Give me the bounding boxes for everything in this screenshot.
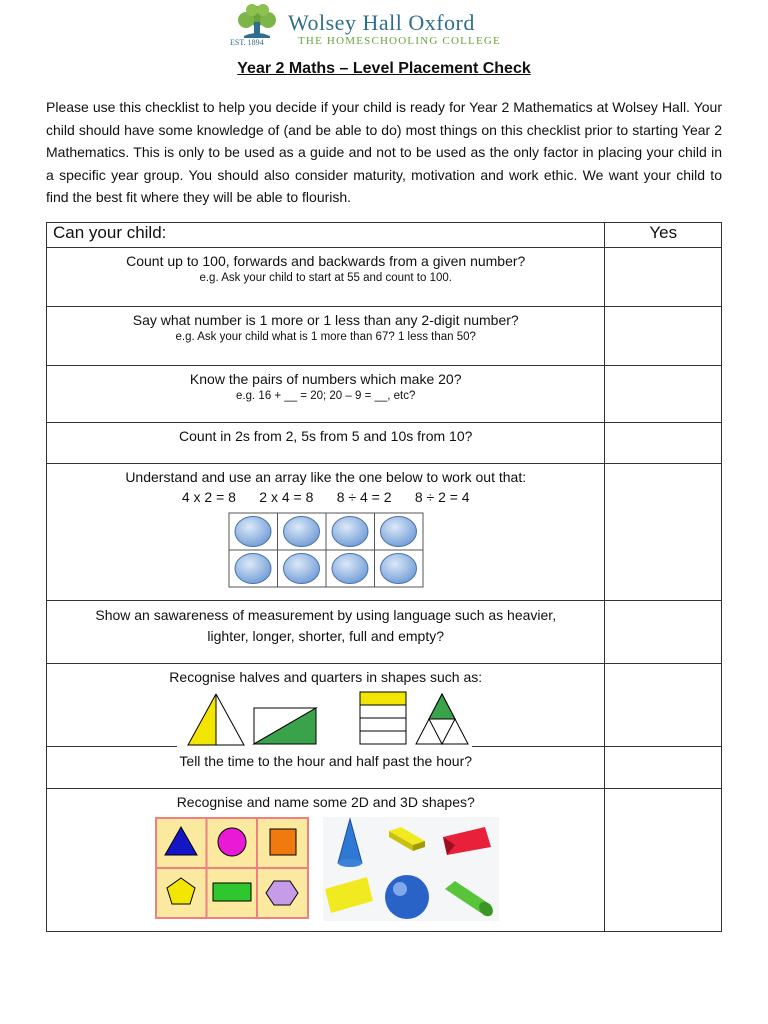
row-divider-right: [472, 746, 604, 747]
shapes-2d-3d: [155, 817, 499, 921]
sphere-shape: [385, 875, 429, 919]
logo-name: Wolsey Hall Oxford: [288, 10, 475, 35]
logo-tagline: THE HOMESCHOOLING COLLEGE: [298, 35, 501, 47]
question-cell: [47, 248, 605, 307]
yes-cell[interactable]: [605, 248, 722, 307]
yes-cell[interactable]: [605, 366, 722, 423]
table-row: [47, 366, 722, 423]
array-dot: [332, 554, 368, 584]
header-question: Can your child:: [47, 223, 605, 248]
yes-cell[interactable]: [605, 307, 722, 366]
question-cell: [47, 789, 605, 932]
question-text: Count in 2s from 2, 5s from 5 and 10s from 10?: [179, 428, 473, 444]
array-dot: [332, 517, 368, 547]
example-text: e.g. Ask your child what is 1 more than 67? 1 less than 50?: [175, 331, 476, 343]
array-dot: [283, 554, 319, 584]
header-yes: Yes: [605, 223, 722, 248]
row-divider-left: [47, 746, 177, 747]
example-text: e.g. Ask your child to start at 55 and count to 100.: [199, 272, 452, 284]
table-row: [47, 664, 722, 789]
yes-cell[interactable]: [605, 664, 722, 789]
question-cell: [47, 423, 605, 464]
yes-cell[interactable]: [605, 601, 722, 664]
question-cell: [47, 664, 605, 789]
table-row: [47, 464, 722, 601]
question-text: Know the pairs of numbers which make 20?: [189, 371, 462, 387]
array-dot: [380, 517, 416, 547]
yes-cell[interactable]: [605, 464, 722, 601]
table-header: [47, 223, 722, 248]
array-equations: 4 x 2 = 8 2 x 4 = 8 8 ÷ 4 = 2 8 ÷ 2 = 4: [181, 489, 470, 505]
table-row: [47, 601, 722, 664]
question-cell: [47, 464, 605, 601]
table-row: [47, 248, 722, 307]
table-row: [47, 307, 722, 366]
wolsey-hall-logo: [230, 4, 550, 50]
array-diagram: [228, 512, 424, 588]
question-text: Recognise halves and quarters in shapes such as:: [169, 669, 483, 685]
rectangle-shape: [213, 883, 251, 901]
intro-paragraph: Please use this checklist to help you decide if your child is ready for Year 2 Mathematics at Wolsey Hall. Your child should have some knowledge of (and be able to do) most things on this checklist prior to starting Year 2 Mathematics. This is only to be used as a guide and not to be used as the only factor in placing your child in a specific year group. You should also consider maturity, motivation and work ethic. We want your child to find the best fit where they will be able to flourish.: [46, 99, 722, 205]
array-dot: [380, 554, 416, 584]
square-shape: [270, 829, 296, 855]
yes-cell[interactable]: [605, 423, 722, 464]
yes-cell[interactable]: [605, 789, 722, 932]
fraction-shapes: [176, 690, 476, 748]
question-text: Count up to 100, forwards and backwards from a given number?: [126, 253, 526, 269]
question-cell: [47, 307, 605, 366]
circle-shape: [218, 828, 246, 856]
question-cell: [47, 366, 605, 423]
question-cell: [47, 601, 605, 664]
question-text: Tell the time to the hour and half past the hour?: [179, 753, 473, 769]
array-dot: [235, 554, 271, 584]
array-dot: [235, 517, 271, 547]
question-text: Show an sawareness of measurement by using language such as heavier, lighter, longer, shorter, full and empty?: [95, 607, 557, 644]
array-dot: [283, 517, 319, 547]
question-text: Recognise and name some 2D and 3D shapes?: [176, 794, 475, 810]
table-row: [47, 789, 722, 932]
yes-divider: [605, 746, 721, 747]
table-row: [47, 423, 722, 464]
page-title: Year 2 Maths – Level Placement Check: [237, 60, 531, 77]
checklist-table: [46, 222, 722, 932]
question-text: Say what number is 1 more or 1 less than any 2-digit number?: [132, 312, 519, 328]
question-text: Understand and use an array like the one below to work out that:: [125, 469, 527, 485]
logo-est: EST. 1894: [230, 38, 264, 47]
halved-triangle: [188, 694, 216, 745]
example-text: e.g. 16 + __ = 20; 20 – 9 = __, etc?: [236, 390, 416, 402]
